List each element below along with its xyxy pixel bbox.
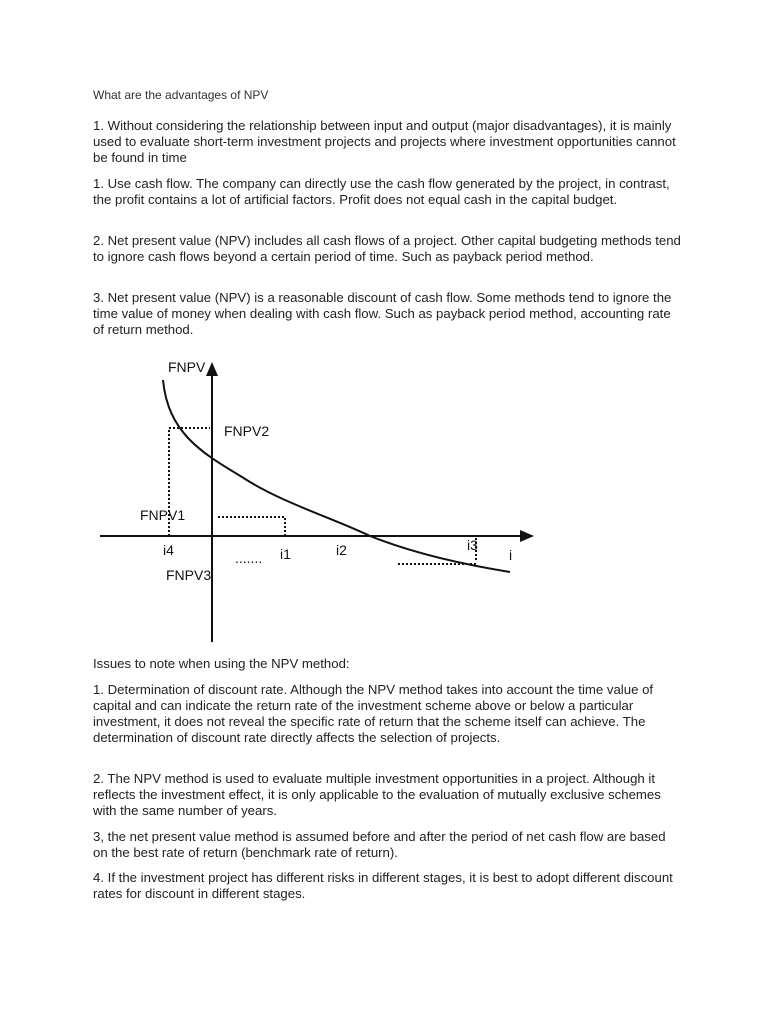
page-title: What are the advantages of NPV [93, 88, 269, 102]
i1-label: i1 [280, 546, 291, 562]
fnpv1-guide [218, 517, 285, 536]
issue-paragraph: 2. The NPV method is used to evaluate multiple investment opportunities in a project. Although it reflects the investment effect, it is only applicable to the evaluation of mutually exclusive schemes with the same number of years. [93, 771, 661, 818]
x-axis-label: i [509, 547, 513, 563]
x-axis-arrow [520, 530, 534, 542]
i3-label: i3 [467, 537, 478, 553]
advantage-paragraph: 2. Net present value (NPV) includes all cash flows of a project. Other capital budgeting methods tend to ignore cash flows beyond a certain period of time. Such as payback period method. [93, 233, 681, 264]
y-axis-label: FNPV [168, 359, 206, 375]
fnpv2-label: FNPV2 [224, 423, 270, 439]
y-axis-arrow [206, 362, 218, 376]
advantage-paragraph: 1. Use cash flow. The company can directly use the cash flow generated by the project, in contrast, the profit contains a lot of artificial factors. Profit does not equal cash in the capital budget. [93, 176, 670, 207]
fnpv1-label: FNPV1 [140, 507, 186, 523]
advantage-paragraph: 3. Net present value (NPV) is a reasonable discount of cash flow. Some methods tend to ignore the time value of money when dealing with cash flow. Such as payback period method, accounting rate of return method. [93, 290, 672, 337]
issue-paragraph: 3, the net present value method is assumed before and after the period of net cash flow are based on the best rate of return (benchmark rate of return). [93, 829, 666, 860]
fnpv3-label: FNPV3 [166, 567, 212, 583]
advantage-paragraph: 1. Without considering the relationship between input and output (major disadvantages), it is mainly used to evaluate short-term investment projects and projects where investment opportunities cannot be found in time [93, 118, 676, 165]
dots-mark: ....... [235, 550, 263, 566]
i2-label: i2 [336, 542, 347, 558]
npv-diagram-svg [90, 352, 550, 647]
npv-diagram [90, 352, 550, 647]
issues-heading: Issues to note when using the NPV method: [93, 656, 350, 671]
issue-paragraph: 1. Determination of discount rate. Although the NPV method takes into account the time value of capital and can indicate the return rate of the investment scheme above or below a particular investment, it does not reveal the specific rate of return that the scheme itself can achieve. The determination of discount rate directly affects the selection of projects. [93, 682, 654, 745]
i4-label: i4 [163, 542, 174, 558]
issue-paragraph: 4. If the investment project has different risks in different stages, it is best to adopt different discount rates for discount in different stages. [93, 870, 673, 901]
